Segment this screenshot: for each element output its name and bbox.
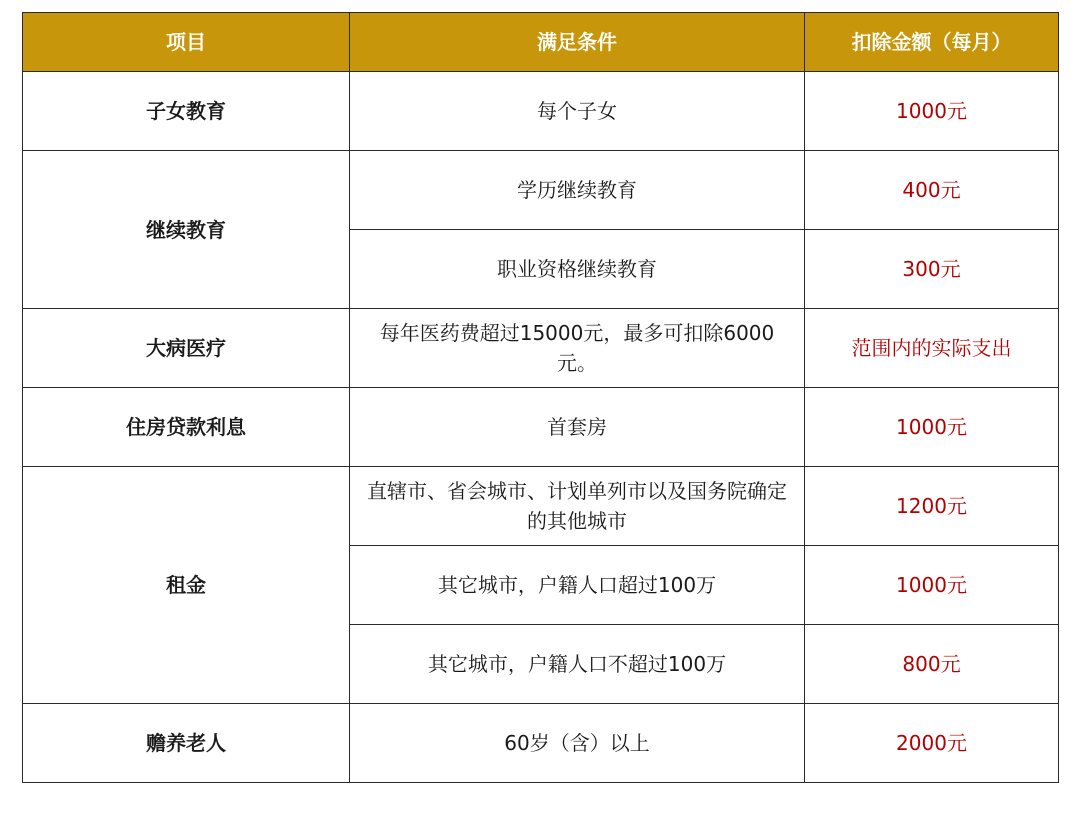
amount-cell: 1000元 (805, 388, 1059, 467)
amount-cell: 800元 (805, 625, 1059, 704)
deduction-table (22, 12, 1059, 783)
condition-cell: 直辖市、省会城市、计划单列市以及国务院确定的其他城市 (350, 467, 805, 546)
amount-cell: 2000元 (805, 704, 1059, 783)
header-item: 项目 (23, 13, 350, 72)
amount-cell: 范围内的实际支出 (805, 309, 1059, 388)
item-continuing-education: 继续教育 (23, 151, 350, 309)
header-condition: 满足条件 (350, 13, 805, 72)
table-row (23, 467, 1059, 546)
item-serious-illness: 大病医疗 (23, 309, 350, 388)
header-amount: 扣除金额（每月） (805, 13, 1059, 72)
amount-cell: 1200元 (805, 467, 1059, 546)
item-children-education: 子女教育 (23, 72, 350, 151)
amount-cell: 300元 (805, 230, 1059, 309)
condition-cell: 学历继续教育 (350, 151, 805, 230)
condition-cell: 职业资格继续教育 (350, 230, 805, 309)
table-row (23, 704, 1059, 783)
table-row (23, 151, 1059, 230)
item-elderly-support: 赡养老人 (23, 704, 350, 783)
condition-cell: 其它城市，户籍人口不超过100万 (350, 625, 805, 704)
condition-cell: 每个子女 (350, 72, 805, 151)
condition-cell: 60岁（含）以上 (350, 704, 805, 783)
amount-cell: 1000元 (805, 72, 1059, 151)
table-row (23, 388, 1059, 467)
condition-cell: 首套房 (350, 388, 805, 467)
item-rent: 租金 (23, 467, 350, 704)
table-row (23, 72, 1059, 151)
condition-cell: 其它城市，户籍人口超过100万 (350, 546, 805, 625)
item-housing-loan: 住房贷款利息 (23, 388, 350, 467)
table-header-row (23, 13, 1059, 72)
amount-cell: 400元 (805, 151, 1059, 230)
condition-cell: 每年医药费超过15000元，最多可扣除6000元。 (350, 309, 805, 388)
table-row (23, 309, 1059, 388)
amount-cell: 1000元 (805, 546, 1059, 625)
